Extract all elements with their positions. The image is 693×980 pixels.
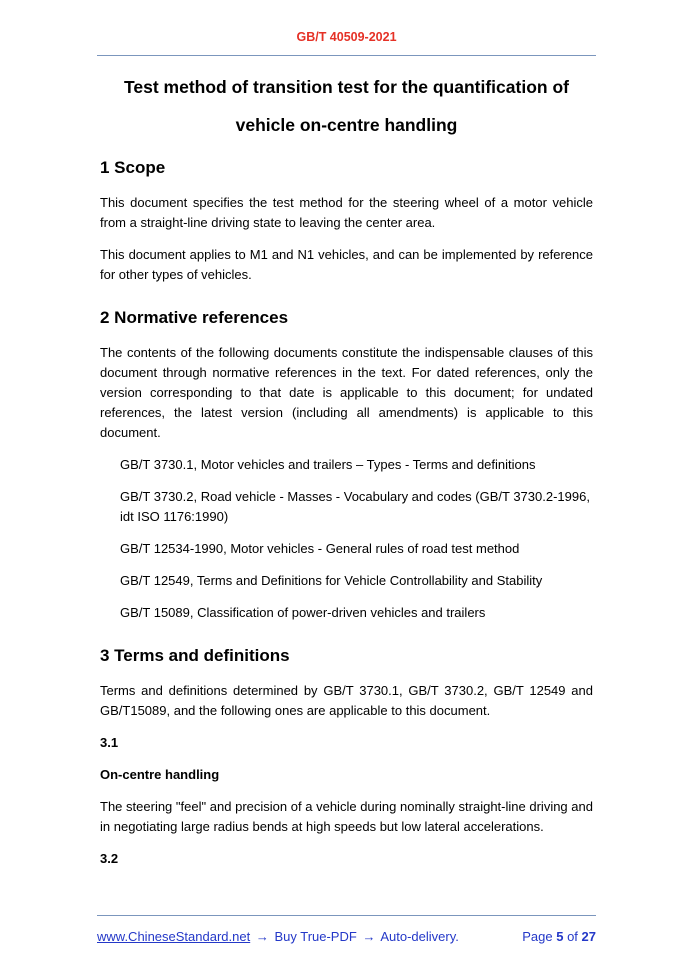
term-definition-on-centre-handling: The steering "feel" and precision of a vehicle during nominally straight-line driving and in negotiating large radius bends at high speeds but low lateral accelerations.	[100, 798, 593, 834]
arrow-icon: →	[255, 929, 269, 944]
site-link[interactable]: www.ChineseStandard.net	[97, 929, 251, 944]
term-number-3-2: 3.2	[100, 850, 119, 866]
term-name-on-centre-handling: On-centre handling	[100, 766, 220, 782]
document-title	[100, 78, 593, 135]
term-number-3-1: 3.1	[100, 734, 119, 750]
section-heading-normative-references: 2 Normative references	[100, 307, 289, 327]
page-number: 5	[556, 929, 564, 944]
reference-item: GB/T 15089, Classification of power-driven vehicles and trailers	[120, 604, 486, 620]
reference-item: GB/T 3730.2, Road vehicle - Masses - Vocabulary and codes (GB/T 3730.2-1996, idt ISO 1176:1990)	[120, 488, 590, 524]
scope-paragraph-2: This document applies to M1 and N1 vehicles, and can be implemented by reference for other types of vehicles.	[100, 246, 593, 282]
header-rule	[97, 55, 596, 56]
reference-item: GB/T 12549, Terms and Definitions for Vehicle Controllability and Stability	[120, 572, 543, 588]
title-line-2: vehicle on-centre handling	[235, 115, 458, 136]
section-heading-scope: 1 Scope	[100, 157, 166, 177]
document-content	[0, 78, 693, 869]
scope-paragraph-1: This document specifies the test method for the steering wheel of a motor vehicle from a straight-line driving state to leaving the center area.	[100, 194, 593, 230]
reference-item: GB/T 12534-1990, Motor vehicles - General rules of road test method	[120, 540, 520, 556]
total-pages: 27	[581, 929, 596, 944]
footer-delivery-text: Auto-delivery.	[380, 929, 459, 944]
reference-item: GB/T 3730.1, Motor vehicles and trailers – Types - Terms and definitions	[120, 456, 536, 472]
page-label: Page	[522, 929, 553, 944]
doc-number: GB/T 40509-2021	[296, 30, 397, 44]
title-line-1: Test method of transition test for the quantification of	[124, 77, 569, 97]
footer-left	[97, 929, 461, 944]
arrow-icon: →	[362, 929, 376, 944]
footer-buy-text: Buy True-PDF	[274, 929, 357, 944]
page-indicator	[522, 929, 596, 944]
page-footer	[97, 915, 596, 944]
of-label: of	[567, 929, 578, 944]
terms-intro: Terms and definitions determined by GB/T 3730.1, GB/T 3730.2, GB/T 12549 and GB/T15089, and the following ones are applicable to this document.	[100, 682, 593, 718]
section-heading-terms: 3 Terms and definitions	[100, 645, 290, 665]
normative-references-intro: The contents of the following documents constitute the indispensable clauses of this document through normative references in the text. For dated references, only the version corresponding to that date is applicable to this document; for undated references, the latest version (including all amendments) is applicable to this document.	[100, 344, 593, 440]
